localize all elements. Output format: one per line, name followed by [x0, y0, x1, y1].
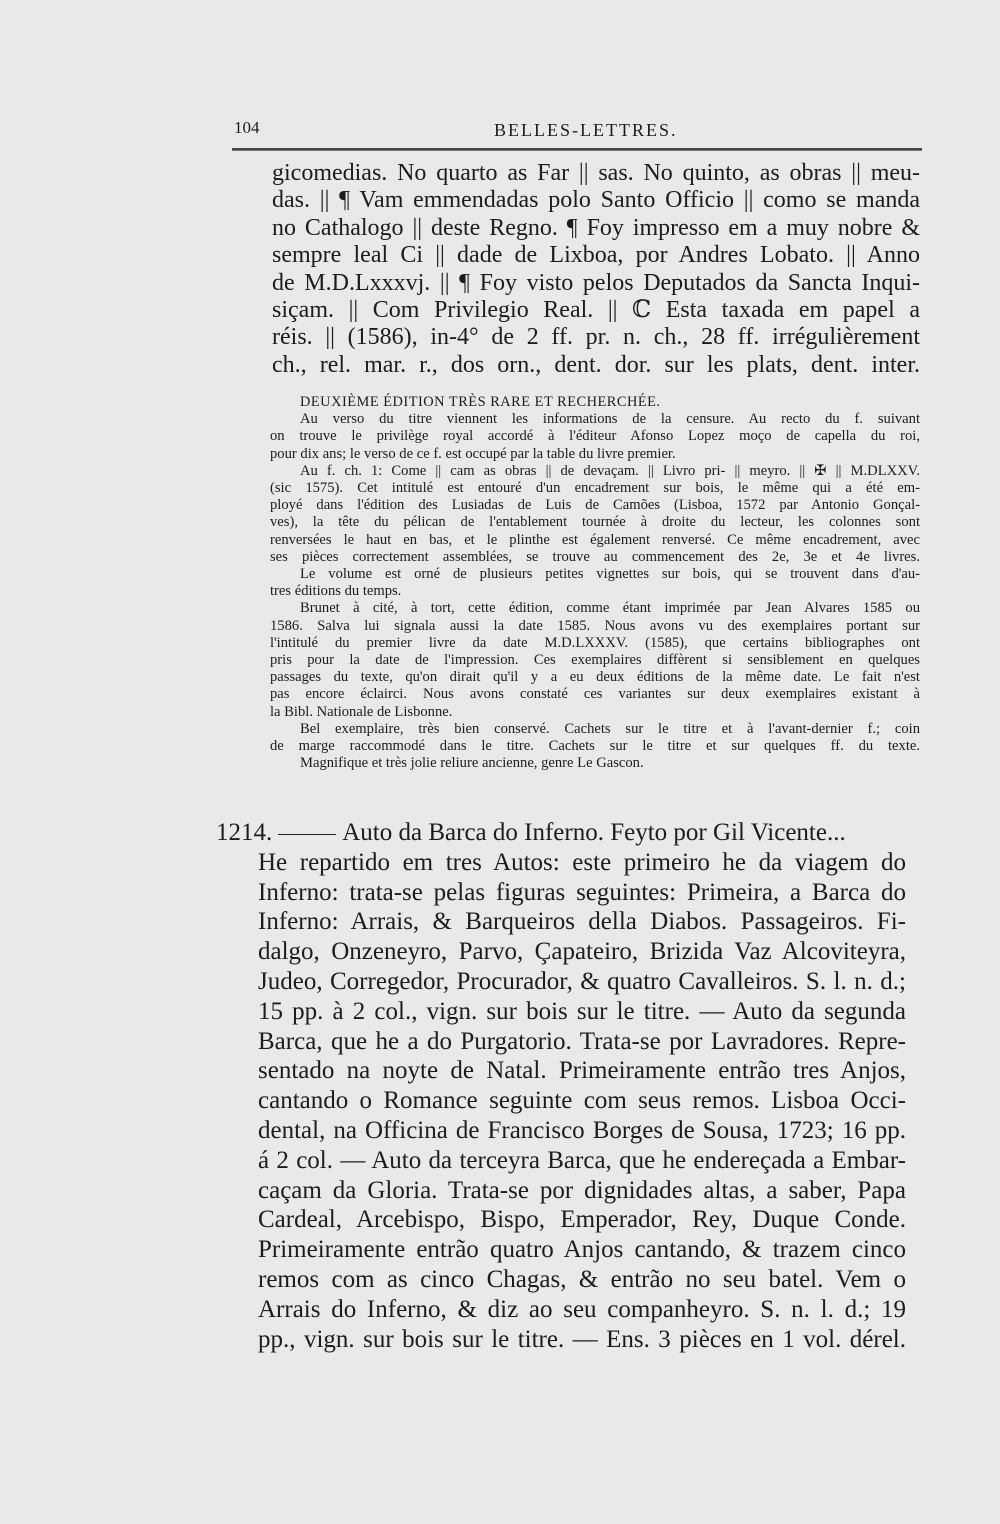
text-line: no Cathalogo || deste Regno. ¶ Foy impresso em a muy nobre &	[272, 214, 920, 241]
entry-line: Cardeal, Arcebispo, Bispo, Emperador, Rey, Duque Conde.	[258, 1206, 906, 1234]
entry-line: cantando o Romance seguinte com seus remos. Lisboa Occi-	[258, 1087, 906, 1115]
entry-line: sentado na noyte de Natal. Primeiramente entrão tres Anjos,	[258, 1057, 906, 1085]
entry-line: Inferno: trata-se pelas figuras seguintes: Primeira, a Barca do	[258, 878, 906, 906]
entry-number: 1214.	[216, 819, 273, 846]
text-line: siçam. || Com Privilegio Real. || ℂ Esta taxada em papel a	[272, 297, 920, 324]
text-line: sempre leal Ci || dade de Lixboa, por Andres Lobato. || Anno	[272, 242, 920, 269]
entry-line: remos com as cinco Chagas, & entrão no seu batel. Vem o	[258, 1265, 906, 1293]
note-line: pour dix ans; le verso de ce f. est occupé par la table du livre premier.	[270, 445, 676, 462]
note-line: Magnifique et très jolie reliure ancienne, genre Le Gascon.	[300, 755, 644, 772]
running-title: BELLES-LETTRES.	[494, 120, 678, 140]
note-line: ves), la tête du pélican de l'entablement tournée à droite du lecteur, les colonnes sont	[270, 514, 920, 531]
note-line: Brunet à cité, à tort, cette édition, comme étant imprimée par Jean Alvares 1585 ou	[300, 600, 920, 617]
note-line: pas encore éclairci. Nous avons constaté ces variantes sur deux exemplaires existant à	[270, 686, 920, 703]
text-line: de M.D.Lxxxvj. || ¶ Foy visto pelos Deputados da Sancta Inqui-	[272, 269, 920, 296]
page-number: 104	[234, 118, 260, 137]
entry-line: caçam da Gloria. Trata-se por dignidades altas, a saber, Papa	[258, 1176, 906, 1204]
bibliographic-notes	[270, 394, 920, 772]
entry-line: dental, na Officina de Francisco Borges de Sousa, 1723; 16 pp.	[258, 1116, 906, 1144]
top-paragraph	[272, 160, 920, 379]
entry-line: He repartido em tres Autos: este primeiro he da viagem do	[258, 848, 906, 876]
note-line: (sic 1575). Cet intitulé est entouré d'un encadrement sur bois, le même qui a été em-	[270, 480, 920, 497]
text-line: das. || ¶ Vam emmendadas polo Santo Officio || como se manda	[272, 187, 920, 214]
note-line: on trouve le privilège royal accordé à l'éditeur Afonso Lopez moço de capella du roi,	[270, 428, 920, 445]
text-line: gicomedias. No quarto as Far || sas. No quinto, as obras || meu-	[272, 160, 920, 186]
text-line: réis. || (1586), in-4° de 2 ff. pr. n. ch., 28 ff. irrégulièrement	[272, 324, 920, 351]
entry-line: Arrais do Inferno, & diz ao seu companheyro. S. n. l. d.; 19	[258, 1295, 906, 1323]
note-line: Au verso du titre viennent les informations de la censure. Au recto du f. suivant	[300, 411, 920, 428]
page-header	[232, 118, 922, 150]
entry-line: Inferno: Arrais, & Barqueiros della Diabos. Passageiros. Fi-	[258, 908, 906, 936]
entry-first-line	[216, 818, 906, 848]
note-line: la Bibl. Nationale de Lisbonne.	[270, 703, 453, 720]
entry-line: pp., vign. sur bois sur le titre. — Ens. 3 pièces en 1 vol. dérel.	[258, 1325, 906, 1353]
header-rule	[232, 150, 922, 151]
note-line: Le volume est orné de plusieurs petites vignettes sur bois, qui se trouvent dans d'au-	[300, 566, 920, 583]
note-line: ses pièces correctement assemblées, se trouve au commencement des 2e, 3e et 4e livres.	[270, 548, 920, 565]
entry-line: Judeo, Corregedor, Procurador, & quatro Cavalleiros. S. l. n. d.;	[258, 967, 906, 995]
note-line: pris pour la date de l'impression. Ces exemplaires diffèrent si sensiblement en quelques	[270, 652, 920, 669]
note-line: renversées le haut en bas, et le plinthe est également renversé. Ce même encadrement, avec	[270, 531, 920, 548]
notes-heading: DEUXIÈME ÉDITION TRÈS RARE ET RECHERCHÉE.	[300, 394, 661, 410]
note-line: Au f. ch. 1: Come || cam as obras || de devaçam. || Livro pri- || meyro. || ✠ || M.DLXXV.	[300, 462, 920, 479]
note-line: de marge raccommodé dans le titre. Cachets sur le titre et sur quelques ff. du texte.	[270, 738, 920, 755]
catalogue-entry	[216, 818, 906, 1354]
note-line: ployé dans l'édition des Lusiadas de Luis de Camões (Lisboa, 1572 par Antonio Gonçal-	[270, 497, 920, 514]
entry-line: Barca, que he a do Purgatorio. Trata-se por Lavradores. Repre-	[258, 1027, 906, 1055]
note-line: Bel exemplaire, très bien conservé. Cachets sur le titre et à l'avant-dernier f.; coin	[300, 720, 920, 737]
entry-dash	[278, 834, 336, 835]
note-line: tres éditions du temps.	[270, 583, 402, 600]
text-line: ch., rel. mar. r., dos orn., dent. dor. sur les plats, dent. inter.	[272, 351, 920, 378]
note-line: 1586. Salva lui signala aussi la date 1585. Nous avons vu des exemplaires portant sur	[270, 617, 920, 634]
entry-line: á 2 col. — Auto da terceyra Barca, que he endereçada a Embar-	[258, 1146, 906, 1174]
entry-title: Auto da Barca do Inferno. Feyto por Gil Vicente...	[342, 819, 846, 846]
note-line: passages du texte, qu'on dirait qu'il y a eu deux éditions de la même date. Le fait n'est	[270, 669, 920, 686]
entry-line: dalgo, Onzeneyro, Parvo, Çapateiro, Brizida Vaz Alcoviteyra,	[258, 938, 906, 966]
entry-line: 15 pp. à 2 col., vign. sur bois sur le titre. — Auto da segunda	[258, 997, 906, 1025]
note-line: l'intitulé du premier livre da date M.D.LXXXV. (1585), que certains bibliographes ont	[270, 634, 920, 651]
entry-line: Primeiramente entrão quatro Anjos cantando, & trazem cinco	[258, 1236, 906, 1264]
